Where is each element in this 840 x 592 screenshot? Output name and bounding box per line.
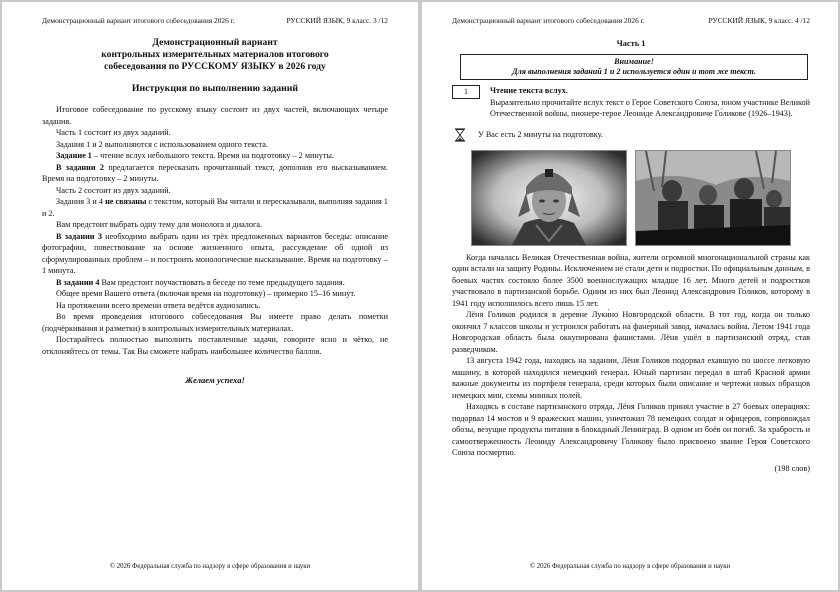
text-run: Задания 1 и 2 выполняются с использованием одного текста. xyxy=(56,139,268,149)
task-number-box: 1 xyxy=(452,85,480,99)
text-run: Часть 1 состоит из двух заданий. xyxy=(56,128,171,137)
bold-run: не связаны xyxy=(105,197,147,206)
bold-run: Задание 1 xyxy=(56,151,92,160)
photos xyxy=(452,150,810,246)
bold-run: В задании 2 xyxy=(56,162,105,172)
text-run: предлагается пересказать прочитанный текст, дополнив его высказыванием. Время на подготовку – 2 минуты. xyxy=(42,162,388,183)
text-run: Итоговое собеседование по русскому языку состоит из двух частей, включающих четыре задания. xyxy=(42,105,388,126)
instruction-title: Инструкция по выполнению заданий xyxy=(131,83,299,94)
instruction-paragraph xyxy=(42,127,388,139)
text-run: На протяжении всего времени ответа ведётся аудиозапись. xyxy=(56,300,261,310)
instruction-paragraph xyxy=(42,288,388,300)
hourglass-icon xyxy=(454,128,466,142)
instruction-paragraph xyxy=(42,300,388,312)
text-run: Задания 3 и 4 xyxy=(56,197,106,206)
instruction-paragraph xyxy=(42,162,388,185)
text-paragraph: Лёня Голиков родился в деревне Луки́но Новгородской области. В тот год, когда он только окончил 7 классов школы и устроился работать на фане́рный завод, началась война. Летом 1941 года Новгородская область была оккупирована фашистами. Лёня ушёл в партизанский отряд, став разведчиком. xyxy=(452,310,810,354)
text-run: Вам предстоит выбрать одну тему для монолога и диалога. xyxy=(56,220,263,229)
instruction-paragraph xyxy=(42,196,388,219)
page-footer: © 2026 Федеральная служба по надзору в сфере образования и науки xyxy=(109,563,311,570)
page-header xyxy=(42,16,388,25)
bold-run: В задании 4 xyxy=(56,277,100,287)
title-line: Демонстрационный вариант xyxy=(152,37,278,48)
task-instruction: Выразительно прочитайте вслух текст о Герое Советского Союза, юном участнике Великой Отечественной войны, пионере-герое Леони́де Алекса́ндровиче Го́ликове (1926–1943). xyxy=(490,97,810,118)
instruction-paragraph xyxy=(42,139,388,151)
page-4 xyxy=(422,2,838,590)
header-exam-name: Демонстрационный вариант итогового собеседования 2026 г. xyxy=(42,16,235,25)
task-title: Чтение текста вслух. xyxy=(490,86,568,95)
good-luck-text: Желаем успеха! xyxy=(185,375,245,385)
word-count: (198 слов) xyxy=(774,463,810,473)
header-subject-page: РУССКИЙ ЯЗЫК, 9 класс. 4 /12 xyxy=(708,16,810,25)
attention-title: Внимание! xyxy=(614,57,654,66)
instruction-paragraph xyxy=(42,104,388,127)
text-run: Во время проведения итогового собеседования Вы имеете право делать пометки (подчёркивания и разметки) в контрольных измерительных материалах. xyxy=(42,312,388,333)
text-paragraph: Находясь в составе партизанского отряда, Лёня Голиков принял участие в 27 боевых операциях: подорвал 14 мостов и 9 вражеских машин, уничтожил 78 немецких солдат и офицеров, сопровождал обозы, везущие продукты питания в блокадный Ленинград. В одном из боёв он погиб. За храбрость и самоотверженность Леониду Александровичу Голикову было присвоено звание Героя Советского Союза посмертно. xyxy=(452,402,810,457)
text-run: Постарайтесь полностью выполнить поставленные задачи, говорите ясно и чётко, не отклоняйтесь от темы. Так Вы сможете набрать наибольшее количество баллов. xyxy=(42,335,388,356)
instruction-paragraph xyxy=(42,219,388,231)
portrait-photo xyxy=(471,150,627,246)
timer-text: У Вас есть 2 минуты на подготовку. xyxy=(478,130,603,139)
text-paragraph: Когда началась Великая Отечественная война, жители огромной многонациональной страны как один встали на защиту Родины. Исключением не стали дети и подростки. По официальным данным, в боевых частях состояло более 3500 военнослужащих младше 16 лет. Много детей и подростков участвовало в партизанской борьбе. Одним из них был Леонид Алекса́ндрович Го́ликов, которому в 1941 году исполнилось всего лишь 15 лет. xyxy=(452,252,810,308)
text-run: необходимо выбрать один из трёх предложенных вариантов беседы: описание фотографии, повествование на основе жизненного опыта, рассуждение об одной из сформулированных проблем – и построить монологическое высказывание. Время на подготовку – 1 минута. xyxy=(42,231,388,275)
instruction-paragraph xyxy=(42,277,388,289)
instruction-paragraph xyxy=(42,311,388,334)
partisans-photo xyxy=(635,150,791,246)
reading-text xyxy=(452,252,810,459)
text-run: Вам предстоит поучаствовать в беседе по теме предыдущего задания. xyxy=(99,277,345,287)
text-run: с текстом, который Вы читали и пересказывали, выполняя задания 1 и 2. xyxy=(42,197,388,218)
header-exam-name: Демонстрационный вариант итогового собеседования 2026 г. xyxy=(452,16,645,25)
timer-note xyxy=(454,128,810,142)
text-paragraph: 13 августа 1942 года, находясь на задании, Лёня Голиков подорвал ехавшую по шоссе легковую машину, в которой находился немецкий генерал. Юный партизан передал в штаб Красной армии важные документы из портфеля генерала, среди которых были описание и чертежи новых образцов немецких мин, схемы минных полей. xyxy=(452,356,810,400)
text-run: Общее время Вашего ответа (включая время на подготовку) – примерно 15–16 минут. xyxy=(56,289,356,298)
text-run: Часть 2 состоит из двух заданий. xyxy=(56,185,171,195)
instruction-paragraph xyxy=(42,231,388,277)
page-header xyxy=(452,16,810,25)
instruction-text xyxy=(42,104,388,357)
attention-text: Для выполнения заданий 1 и 2 используется один и тот же текст. xyxy=(512,67,756,76)
task-1 xyxy=(452,85,810,120)
document-title xyxy=(42,37,388,73)
page-3 xyxy=(2,2,418,590)
page-footer: © 2026 Федеральная служба по надзору в сфере образования и науки xyxy=(529,563,731,570)
instruction-paragraph xyxy=(42,150,388,162)
text-run: – чтение вслух небольшого текста. Время на подготовку – 2 минуты. xyxy=(91,151,334,160)
task-body xyxy=(490,85,810,120)
attention-box xyxy=(460,54,808,80)
instruction-paragraph xyxy=(42,185,388,197)
instruction-paragraph xyxy=(42,334,388,357)
part-title: Часть 1 xyxy=(616,39,646,48)
bold-run: В задании 3 xyxy=(56,231,102,241)
header-subject-page: РУССКИЙ ЯЗЫК, 9 класс. 3 /12 xyxy=(286,16,388,25)
title-line: собеседования по РУССКОМУ ЯЗЫКУ в 2026 году xyxy=(104,61,326,72)
title-line: контрольных измерительных материалов итогового xyxy=(101,49,329,60)
